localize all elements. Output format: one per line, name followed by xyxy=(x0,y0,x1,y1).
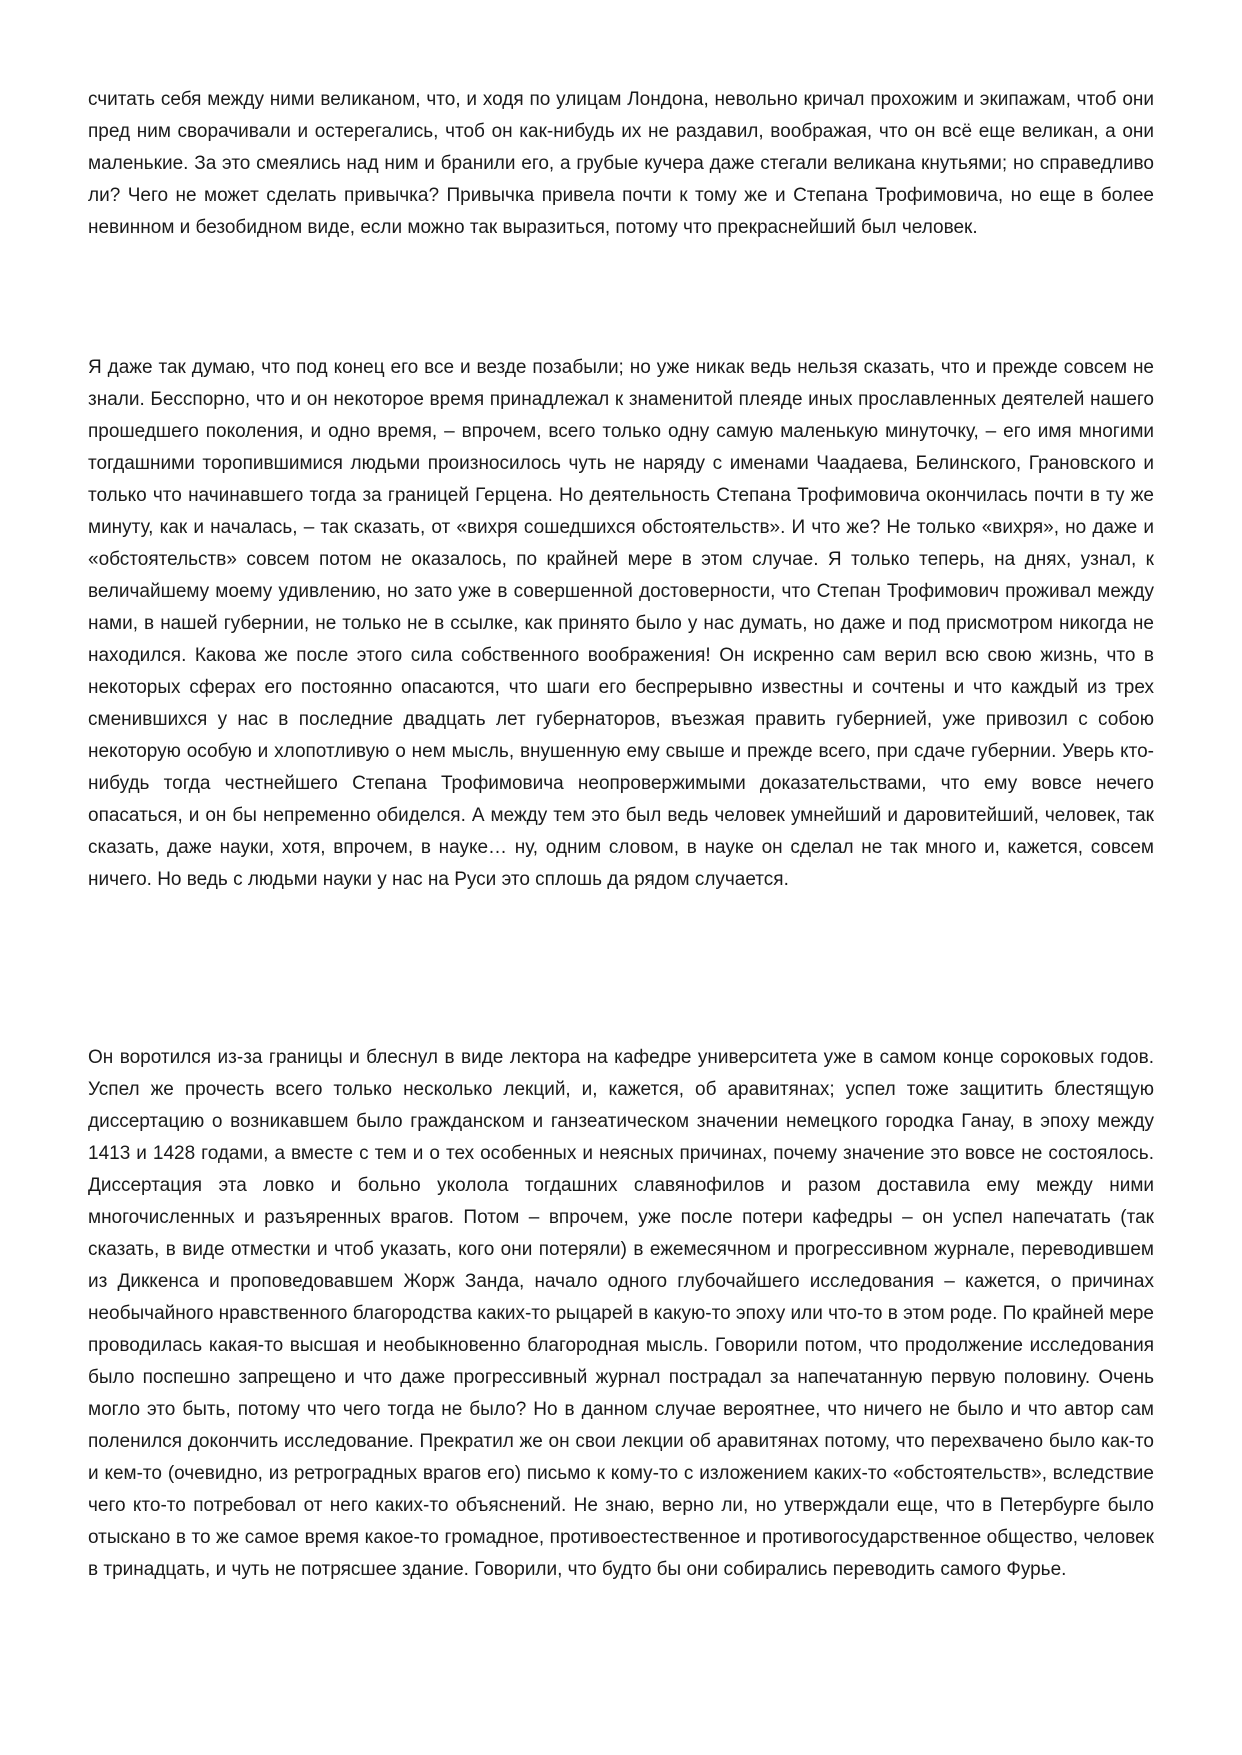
paragraph-1: считать себя между ними великаном, что, и ходя по улицам Лондона, невольно кричал прохожим и экипажам, чтоб они пред ним сворачивали и остерегались, чтоб он как-нибудь их не раздавил, воображая, что он всё еще великан, а они маленькие. За это смеялись над ним и бранили его, а грубые кучера даже стегали великана кнутьями; но справедливо ли? Чего не может сделать привычка? Привычка привела почти к тому же и Степана Трофимовича, но еще в более невинном и безобидном виде, если можно так выразиться, потому что прекраснейший был человек. xyxy=(88,89,1154,238)
paragraph-3: Он воротился из-за границы и блеснул в виде лектора на кафедре университета уже в самом конце сороковых годов. Успел же прочесть всего только несколько лекций, и, кажется, об аравитянах; успел тоже защитить блестящую диссертацию о возникавшем было гражданском и ганзеатическом значении немецкого городка Ганау, в эпоху между 1413 и 1428 годами, а вместе с тем и о тех особенных и неясных причинах, почему значение это вовсе не состоялось. Диссертация эта ловко и больно уколола тогдашних славянофилов и разом доставила ему между ними многочисленных и разъяренных врагов. Потом – впрочем, уже после потери кафедры – он успел напечатать (так сказать, в виде отместки и чтоб указать, кого они потеряли) в ежемесячном и прогрессивном журнале, переводившем из Диккенса и проповедовавшем Жорж Занда, начало одного глубочайшего исследования – кажется, о причинах необычайного нравственного благородства каких-то рыцарей в какую-то эпоху или что-то в этом роде. По крайней мере проводилась какая-то высшая и необыкновенно благородная мысль. Говорили потом, что продолжение исследования было поспешно запрещено и что даже прогрессивный журнал пострадал за напечатанную первую половину. Очень могло это быть, потому что чего тогда не было? Но в данном случае вероятнее, что ничего не было и что автор сам поленился докончить исследование. Прекратил же он свои лекции об аравитянах потому, что перехвачено было как-то и кем-то (очевидно, из ретроградных врагов его) письмо к кому-то с изложением каких-то «обстоятельств», вследствие чего кто-то потребовал от него каких-то объяснений. Не знаю, верно ли, но утверждали еще, что в Петербурге было отыскано в то же самое время какое-то громадное, противоестественное и противогосударственное общество, человек в тринадцать, и чуть не потрясшее здание. Говорили, что будто бы они собирались переводить самого Фурье. xyxy=(88,1047,1154,1580)
paragraph-2: Я даже так думаю, что под конец его все и везде позабыли; но уже никак ведь нельзя сказать, что и прежде совсем не знали. Бесспорно, что и он некоторое время принадлежал к знаменитой плеяде иных прославленных деятелей нашего прошедшего поколения, и одно время, – впрочем, всего только одну самую маленькую минуточку, – его имя многими тогдашними торопившимися людьми произносилось чуть не наряду с именами Чаадаева, Белинского, Грановского и только что начинавшего тогда за границей Герцена. Но деятельность Степана Трофимовича окончилась почти в ту же минуту, как и началась, – так сказать, от «вихря сошедшихся обстоятельств». И что же? Не только «вихря», но даже и «обстоятельств» совсем потом не оказалось, по крайней мере в этом случае. Я только теперь, на днях, узнал, к величайшему моему удивлению, но зато уже в совершенной достоверности, что Степан Трофимович проживал между нами, в нашей губернии, не только не в ссылке, как принято было у нас думать, но даже и под присмотром никогда не находился. Какова же после этого сила собственного воображения! Он искренно сам верил всю свою жизнь, что в некоторых сферах его постоянно опасаются, что шаги его беспрерывно известны и сочтены и что каждый из трех сменившихся у нас в последние двадцать лет губернаторов, въезжая править губернией, уже привозил с собою некоторую особую и хлопотливую о нем мысль, внушенную ему свыше и прежде всего, при сдаче губернии. Уверь кто-нибудь тогда честнейшего Степана Трофимовича неопровержимыми доказательствами, что ему вовсе нечего опасаться, и он бы непременно обиделся. А между тем это был ведь человек умнейший и даровитейший, человек, так сказать, даже науки, хотя, впрочем, в науке… ну, одним словом, в науке он сделал не так много и, кажется, совсем ничего. Но ведь с людьми науки у нас на Руси это сплошь да рядом случается. xyxy=(88,357,1154,890)
